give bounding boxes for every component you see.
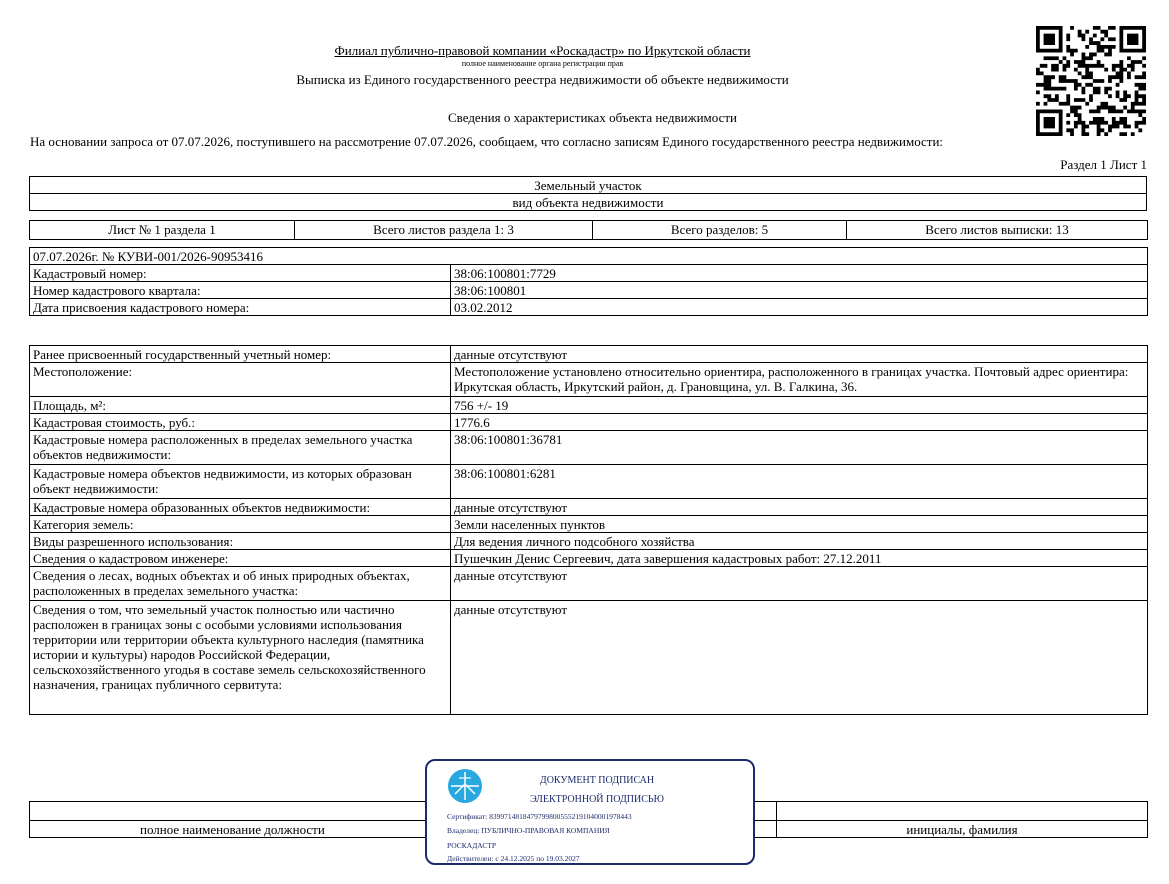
stamp-line1: ДОКУМЕНТ ПОДПИСАН [539, 775, 655, 786]
record-value: 03.02.2012 [451, 299, 1148, 316]
object-type: Земельный участок [30, 177, 1147, 194]
detail-label: Сведения о кадастровом инженере: [30, 550, 451, 567]
position-caption: полное наименование должности [30, 821, 777, 838]
detail-value: данные отсутствуют [451, 567, 1148, 601]
total-extract-sheets: Всего листов выписки: 13 [847, 221, 1148, 240]
organization-caption: полное наименование органа регистрации прав [461, 59, 624, 68]
detail-value: данные отсутствуют [451, 601, 1148, 715]
sheet-number: Лист № 1 раздела 1 [30, 221, 295, 240]
name-caption: инициалы, фамилия [777, 821, 1148, 838]
details-table [29, 345, 1148, 715]
detail-label: Кадастровые номера образованных объектов недвижимости: [30, 499, 451, 516]
detail-value: 1776.6 [451, 414, 1148, 431]
detail-value: Пушечкин Денис Сергеевич, дата завершения кадастровых работ: 27.12.2011 [451, 550, 1148, 567]
detail-label: Кадастровые номера объектов недвижимости, из которых образован объект недвижимости: [30, 465, 451, 499]
detail-value: 38:06:100801:36781 [451, 431, 1148, 465]
intro-text: На основании запроса от 07.07.2026, поступившего на рассмотрение 07.07.2026, сообщаем, что согласно записям Единого государственного реестра недвижимости: [30, 134, 944, 149]
detail-value: Местоположение установлено относительно ориентира, расположенного в границах участка. Почтовый адрес ориентира: Иркутская область, Иркутский район, д. Грановщина, ул. В. Галкина, 36. [451, 363, 1148, 397]
detail-value: 756 +/- 19 [451, 397, 1148, 414]
record-value: 38:06:100801 [451, 282, 1148, 299]
stamp-validity: Действителен: с 24.12.2025 по 19.03.2027 [447, 854, 580, 863]
record-label: Кадастровый номер: [30, 265, 451, 282]
detail-value: 38:06:100801:6281 [451, 465, 1148, 499]
detail-value: Земли населенных пунктов [451, 516, 1148, 533]
detail-label: Площадь, м²: [30, 397, 451, 414]
detail-label: Местоположение: [30, 363, 451, 397]
record-date-number: 07.07.2026г. № КУВИ-001/2026-90953416 [30, 248, 1148, 265]
detail-value: данные отсутствуют [451, 346, 1148, 363]
record-table [29, 247, 1148, 316]
detail-label: Кадастровая стоимость, руб.: [30, 414, 451, 431]
detail-value: Для ведения личного подсобного хозяйства [451, 533, 1148, 550]
detail-label: Категория земель: [30, 516, 451, 533]
section-title: Сведения о характеристиках объекта недвижимости [447, 110, 738, 125]
detail-value: данные отсутствуют [451, 499, 1148, 516]
stamp-owner: Владелец: ПУБЛИЧНО-ПРАВОВАЯ КОМПАНИЯ [447, 826, 610, 835]
detail-label: Кадастровые номера расположенных в пределах земельного участка объектов недвижимости: [30, 431, 451, 465]
total-section-sheets: Всего листов раздела 1: 3 [295, 221, 593, 240]
stamp-line2: ЭЛЕКТРОННОЙ ПОДПИСЬЮ [530, 794, 664, 805]
sheets-table [29, 220, 1148, 240]
object-type-caption: вид объекта недвижимости [30, 194, 1147, 211]
stamp-owner-org: РОСКАДАСТР [447, 841, 497, 850]
record-label: Дата присвоения кадастрового номера: [30, 299, 451, 316]
detail-label: Сведения о лесах, водных объектах и об иных природных объектах, расположенных в пределах земельного участка: [30, 567, 451, 601]
rosreestr-logo-icon [447, 768, 483, 804]
detail-label: Сведения о том, что земельный участок полностью или частично расположен в границах зоны с особыми условиями использования территории или территории объекта культурного наследия (памятника истории и культуры) народов Российской Федерации, сельскохозяйственного угодья в составе земель сельскохозяйственного назначения, границах публичного сервитута: [30, 601, 451, 715]
signature-name-cell [777, 802, 1148, 821]
detail-label: Виды разрешенного использования: [30, 533, 451, 550]
sheet-reference: Раздел 1 Лист 1 [1060, 157, 1147, 172]
stamp-certificate: Сертификат: 83997148184797998005552191040001978443 [447, 812, 632, 821]
record-value: 38:06:100801:7729 [451, 265, 1148, 282]
detail-label: Ранее присвоенный государственный учетный номер: [30, 346, 451, 363]
document-title: Выписка из Единого государственного реестра недвижимости об объекте недвижимости [296, 72, 789, 87]
organization-name: Филиал публично-правовой компании «Роскадастр» по Иркутской области [334, 43, 751, 58]
total-sections: Всего разделов: 5 [593, 221, 847, 240]
electronic-signature-stamp [425, 759, 755, 865]
qr-code-icon [1036, 26, 1146, 136]
record-label: Номер кадастрового квартала: [30, 282, 451, 299]
object-type-table [29, 176, 1147, 211]
